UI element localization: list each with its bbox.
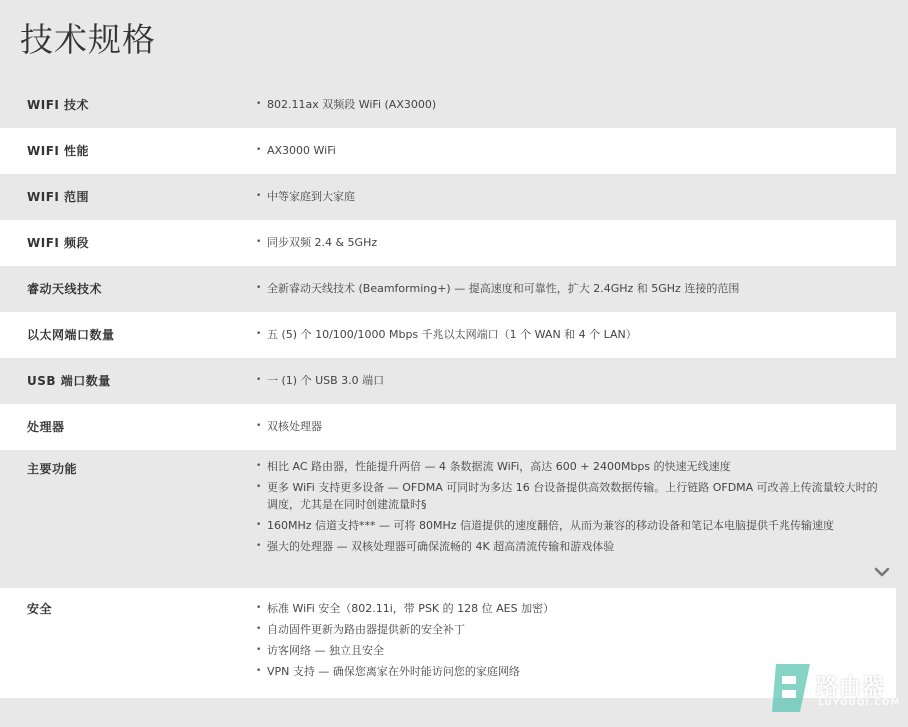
spec-label: WIFI 性能 — [27, 144, 90, 158]
spec-value: • 160MHz 信道支持*** — 可将 80MHz 信道提供的速度翻倍，从而为兼容的移动设备和笔记本电脑提供千兆传输速度 — [255, 517, 896, 534]
spec-value: • 全新睿动天线技术 (Beamforming+) — 提高速度和可靠性，扩大 2.4GHz 和 5GHz 连接的范围 — [255, 280, 896, 297]
spec-row-wifi-performance — [0, 128, 896, 174]
spec-value: • 802.11ax 双频段 WiFi (AX3000) — [255, 96, 896, 113]
spec-label: WIFI 范围 — [27, 190, 90, 204]
spec-values — [255, 450, 896, 559]
spec-table — [0, 82, 896, 698]
spec-values — [255, 174, 896, 209]
spec-label: 主要功能 — [27, 462, 78, 476]
spec-value: • 同步双频 2.4 & 5GHz — [255, 234, 896, 251]
spec-label: 处理器 — [27, 420, 65, 434]
spec-value: • VPN 支持 — 确保您离家在外时能访问您的家庭网络 — [255, 663, 896, 680]
spec-label: WIFI 技术 — [27, 98, 90, 112]
spec-row-wifi-tech — [0, 82, 896, 128]
page-title: 技术规格 — [20, 20, 156, 59]
spec-values — [255, 82, 896, 117]
spec-value: • 中等家庭到大家庭 — [255, 188, 896, 205]
spec-value: • AX3000 WiFi — [255, 142, 896, 159]
spec-label: 以太网端口数量 — [27, 328, 115, 342]
spec-value: • 更多 WiFi 支持更多设备 — OFDMA 可同时为多达 16 台设备提供高效数据传输。上行链路 OFDMA 可改善上传流量较大时的调度，尤其是在同时创建流量时§ — [255, 479, 896, 513]
spec-value: • 自动固件更新为路由器提供新的安全补丁 — [255, 621, 896, 638]
watermark-subtext: LUYOUQI.COM — [818, 698, 901, 708]
spec-label: 安全 — [27, 602, 53, 616]
spec-row-processor — [0, 404, 896, 450]
spec-row-security — [0, 588, 896, 698]
watermark-text: 路由器 — [816, 675, 886, 700]
spec-label: WIFI 频段 — [27, 236, 90, 250]
spec-value: • 一 (1) 个 USB 3.0 端口 — [255, 372, 896, 389]
spec-value: • 访客网络 — 独立且安全 — [255, 642, 896, 659]
spec-values — [255, 266, 896, 301]
spec-value: • 强大的处理器 — 双核处理器可确保流畅的 4K 超高清流传输和游戏体验 — [255, 538, 896, 555]
spec-label: 睿动天线技术 — [27, 282, 103, 296]
spec-values — [255, 128, 896, 163]
spec-values — [255, 404, 896, 439]
spec-row-beamforming — [0, 266, 896, 312]
watermark-logo — [770, 660, 900, 720]
spec-row-key-features — [0, 450, 896, 588]
spec-values — [255, 220, 896, 255]
spec-row-wifi-range — [0, 174, 896, 220]
router-logo-icon — [770, 660, 814, 716]
spec-row-ethernet-ports — [0, 312, 896, 358]
spec-value: • 双核处理器 — [255, 418, 896, 435]
spec-value: • 相比 AC 路由器，性能提升两倍 — 4 条数据流 WiFi，高达 600 + 2400Mbps 的快速无线速度 — [255, 458, 896, 475]
spec-value: • 标准 WiFi 安全（802.11i，带 PSK 的 128 位 AES 加密） — [255, 600, 896, 617]
spec-values — [255, 358, 896, 393]
chevron-down-icon[interactable] — [874, 564, 890, 580]
spec-values — [255, 312, 896, 347]
spec-row-wifi-bands — [0, 220, 896, 266]
spec-label: USB 端口数量 — [27, 374, 111, 388]
spec-value: • 五 (5) 个 10/100/1000 Mbps 千兆以太网端口（1 个 WAN 和 4 个 LAN） — [255, 326, 896, 343]
spec-row-usb-ports — [0, 358, 896, 404]
